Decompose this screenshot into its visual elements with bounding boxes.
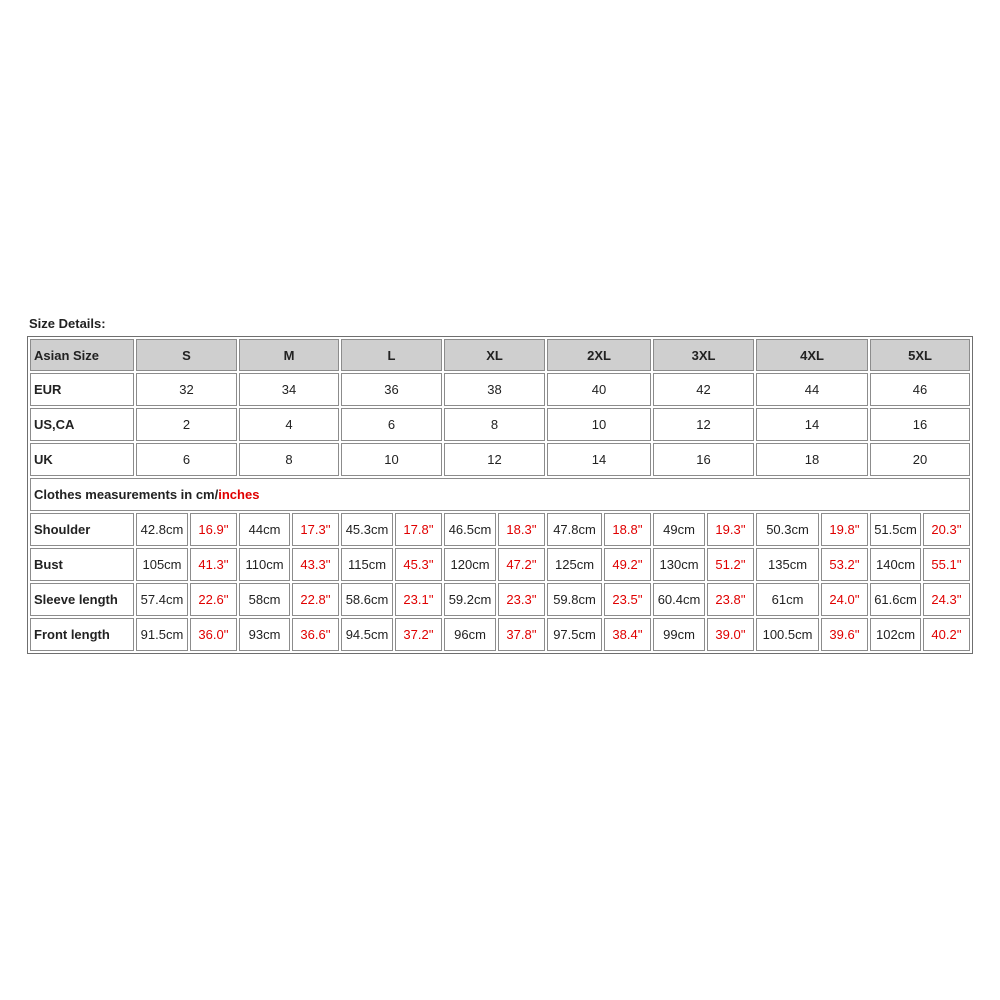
conversion-value-cell: 6 (136, 443, 237, 476)
cm-value-cell: 45.3cm (341, 513, 393, 546)
inch-value-cell: 36.6'' (292, 618, 339, 651)
inch-value-cell: 22.6'' (190, 583, 237, 616)
cm-value-cell: 44cm (239, 513, 290, 546)
conversion-value-cell: 4 (239, 408, 339, 441)
inch-value-cell: 17.8'' (395, 513, 442, 546)
inch-value-cell: 39.0'' (707, 618, 754, 651)
cm-value-cell: 49cm (653, 513, 705, 546)
conversion-row (30, 373, 970, 406)
row-label: US,CA (30, 408, 134, 441)
cm-value-cell: 46.5cm (444, 513, 496, 546)
inch-value-cell: 37.8'' (498, 618, 545, 651)
cm-value-cell: 120cm (444, 548, 496, 581)
inch-value-cell: 40.2'' (923, 618, 970, 651)
inch-value-cell: 43.3'' (292, 548, 339, 581)
size-header-cell: 3XL (653, 339, 754, 371)
conversion-value-cell: 12 (653, 408, 754, 441)
row-label: Front length (30, 618, 134, 651)
inch-value-cell: 49.2'' (604, 548, 651, 581)
size-header-cell: XL (444, 339, 545, 371)
conversion-value-cell: 34 (239, 373, 339, 406)
conversion-value-cell: 18 (756, 443, 868, 476)
conversion-value-cell: 8 (239, 443, 339, 476)
conversion-value-cell: 40 (547, 373, 651, 406)
cm-value-cell: 102cm (870, 618, 921, 651)
inch-value-cell: 20.3'' (923, 513, 970, 546)
cm-value-cell: 58cm (239, 583, 290, 616)
cm-value-cell: 93cm (239, 618, 290, 651)
cm-value-cell: 61.6cm (870, 583, 921, 616)
conversion-value-cell: 20 (870, 443, 970, 476)
inch-value-cell: 47.2'' (498, 548, 545, 581)
cm-value-cell: 58.6cm (341, 583, 393, 616)
row-label: EUR (30, 373, 134, 406)
cm-value-cell: 50.3cm (756, 513, 819, 546)
cm-value-cell: 96cm (444, 618, 496, 651)
measurement-row (30, 583, 970, 616)
conversion-value-cell: 32 (136, 373, 237, 406)
cm-value-cell: 105cm (136, 548, 188, 581)
cm-value-cell: 94.5cm (341, 618, 393, 651)
size-header-cell: M (239, 339, 339, 371)
cm-value-cell: 99cm (653, 618, 705, 651)
inch-value-cell: 23.3'' (498, 583, 545, 616)
conversion-value-cell: 38 (444, 373, 545, 406)
measurements-title (30, 478, 970, 511)
inch-value-cell: 23.1'' (395, 583, 442, 616)
conversion-value-cell: 6 (341, 408, 442, 441)
inch-value-cell: 39.6'' (821, 618, 868, 651)
inch-value-cell: 23.5'' (604, 583, 651, 616)
inch-value-cell: 19.8'' (821, 513, 868, 546)
cm-value-cell: 115cm (341, 548, 393, 581)
inch-value-cell: 18.3'' (498, 513, 545, 546)
size-header-cell: 4XL (756, 339, 868, 371)
inch-value-cell: 38.4'' (604, 618, 651, 651)
inch-value-cell: 18.8'' (604, 513, 651, 546)
measurements-title-row (30, 478, 970, 511)
inch-value-cell: 16.9'' (190, 513, 237, 546)
inch-value-cell: 45.3'' (395, 548, 442, 581)
conversion-value-cell: 14 (756, 408, 868, 441)
header-row (30, 339, 970, 371)
conversion-value-cell: 10 (341, 443, 442, 476)
conversion-value-cell: 46 (870, 373, 970, 406)
measurements-title-highlight: inches (218, 487, 260, 502)
cm-value-cell: 59.8cm (547, 583, 602, 616)
conversion-value-cell: 14 (547, 443, 651, 476)
conversion-value-cell: 8 (444, 408, 545, 441)
cm-value-cell: 97.5cm (547, 618, 602, 651)
inch-value-cell: 53.2'' (821, 548, 868, 581)
inch-value-cell: 37.2'' (395, 618, 442, 651)
measurements-title-prefix: Clothes measurements in cm/ (34, 487, 219, 502)
cm-value-cell: 60.4cm (653, 583, 705, 616)
size-header-cell: S (136, 339, 237, 371)
measurement-row (30, 548, 970, 581)
inch-value-cell: 24.3'' (923, 583, 970, 616)
conversion-value-cell: 36 (341, 373, 442, 406)
cm-value-cell: 51.5cm (870, 513, 921, 546)
size-header-cell: 2XL (547, 339, 651, 371)
measurement-row (30, 618, 970, 651)
inch-value-cell: 55.1'' (923, 548, 970, 581)
conversion-value-cell: 42 (653, 373, 754, 406)
row-label: Sleeve length (30, 583, 134, 616)
cm-value-cell: 100.5cm (756, 618, 819, 651)
cm-value-cell: 57.4cm (136, 583, 188, 616)
conversion-value-cell: 16 (870, 408, 970, 441)
conversion-value-cell: 44 (756, 373, 868, 406)
size-details-title: Size Details: (29, 316, 106, 331)
conversion-row (30, 408, 970, 441)
inch-value-cell: 17.3'' (292, 513, 339, 546)
conversion-value-cell: 2 (136, 408, 237, 441)
header-label-cell: Asian Size (30, 339, 134, 371)
cm-value-cell: 91.5cm (136, 618, 188, 651)
conversion-row (30, 443, 970, 476)
cm-value-cell: 59.2cm (444, 583, 496, 616)
inch-value-cell: 23.8'' (707, 583, 754, 616)
cm-value-cell: 110cm (239, 548, 290, 581)
conversion-value-cell: 10 (547, 408, 651, 441)
inch-value-cell: 19.3'' (707, 513, 754, 546)
cm-value-cell: 47.8cm (547, 513, 602, 546)
row-label: Bust (30, 548, 134, 581)
cm-value-cell: 125cm (547, 548, 602, 581)
inch-value-cell: 51.2'' (707, 548, 754, 581)
conversion-value-cell: 16 (653, 443, 754, 476)
inch-value-cell: 36.0'' (190, 618, 237, 651)
conversion-value-cell: 12 (444, 443, 545, 476)
cm-value-cell: 130cm (653, 548, 705, 581)
cm-value-cell: 135cm (756, 548, 819, 581)
size-header-cell: L (341, 339, 442, 371)
cm-value-cell: 42.8cm (136, 513, 188, 546)
inch-value-cell: 41.3'' (190, 548, 237, 581)
inch-value-cell: 22.8'' (292, 583, 339, 616)
row-label: UK (30, 443, 134, 476)
size-chart-table (27, 336, 973, 654)
cm-value-cell: 140cm (870, 548, 921, 581)
row-label: Shoulder (30, 513, 134, 546)
measurement-row (30, 513, 970, 546)
inch-value-cell: 24.0'' (821, 583, 868, 616)
size-header-cell: 5XL (870, 339, 970, 371)
cm-value-cell: 61cm (756, 583, 819, 616)
